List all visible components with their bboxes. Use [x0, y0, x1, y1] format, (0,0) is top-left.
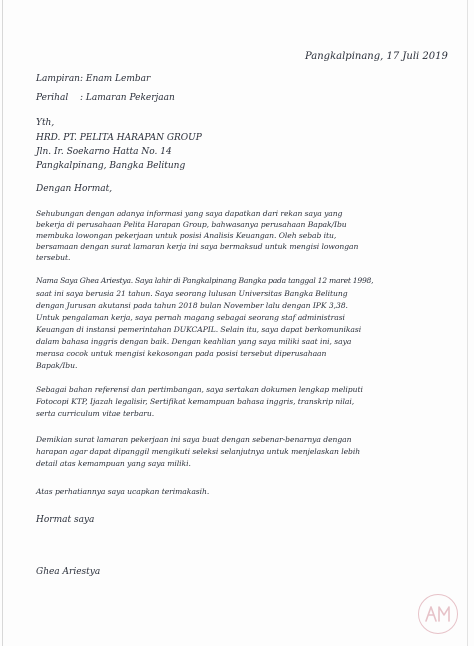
recipient-line: Jln. Ir. Soekarno Hatta No. 14	[36, 147, 172, 157]
closing: Hormat saya	[36, 515, 95, 525]
paragraph2-line: saat ini saya berusia 21 tahun. Saya seorang lulusan Universitas Bangka Belitung	[36, 289, 348, 298]
closing-thanks: Atas perhatiannya saya ucapkan terimakasih.	[36, 487, 210, 496]
paragraph2-line: Nama Saya Ghea Ariestya. Saya lahir di Pangkalpinang Bangka pada tanggal 12 maret 1998,	[36, 276, 374, 285]
paragraph1-line: bersamaan dengan surat lamaran kerja ini saya bermaksud untuk mengisi lowongan	[36, 242, 359, 251]
paragraph1-line: membuka lowongan pekerjaan untuk posisi Analisis Keuangan. Oleh sebab itu,	[36, 231, 337, 240]
place-date: Pangkalpinang, 17 Juli 2019	[305, 51, 448, 62]
perihal-label: Perihal	[36, 93, 69, 103]
paragraph1-line: bekerja di perusahaan Pelita Harapan Group, bahwasanya perusahaan Bapak/Ibu	[36, 220, 347, 229]
greeting: Dengan Hormat,	[36, 184, 113, 194]
paragraph2-line: Bapak/Ibu.	[36, 361, 78, 370]
paragraph3-line: Sebagai bahan referensi dan pertimbangan, saya sertakan dokumen lengkap meliputi	[36, 385, 363, 394]
lampiran-label: Lampiran	[36, 74, 80, 84]
paper-edge-left	[2, 0, 3, 646]
paragraph4-line: Demikian surat lamaran pekerjaan ini saya buat dengan sebenar-benarnya dengan	[36, 435, 352, 444]
recipient-line: Pangkalpinang, Bangka Belitung	[36, 161, 186, 171]
am-logo-icon	[418, 594, 458, 634]
am-logo-glyph	[424, 605, 452, 623]
perihal-value: : Lamaran Pekerjaan	[80, 93, 175, 103]
recipient-line: Yth,	[36, 118, 55, 128]
paper-edge-right	[467, 0, 468, 646]
paragraph4-line: harapan agar dapat dipanggil mengikuti seleksi selanjutnya untuk menjelaskan lebih	[36, 447, 361, 456]
paragraph2-line: Keuangan di instansi pemerintahan DUKCAPIL. Selain itu, saya dapat berkomunikasi	[36, 325, 362, 334]
paragraph3-line: Fotocopi KTP, Ijazah legalisir, Sertifikat kemampuan bahasa inggris, transkrip nilai,	[36, 397, 355, 406]
recipient-line: HRD. PT. PELITA HARAPAN GROUP	[36, 133, 202, 143]
paragraph2-line: dengan Jurusan akutansi pada tahun 2018 bulan November lalu dengan IPK 3,38.	[36, 301, 348, 310]
paragraph1-line: Sehubungan dengan adanya informasi yang saya dapatkan dari rekan saya yang	[36, 209, 343, 218]
paragraph2-line: merasa cocok untuk mengisi kekosongan pada posisi tersebut diperusahaan	[36, 349, 327, 358]
lampiran-value: : Enam Lembar	[80, 74, 151, 84]
paragraph1-line: tersebut.	[36, 253, 71, 262]
signature-name: Ghea Ariestya	[36, 567, 101, 577]
paragraph2-line: dalam bahasa inggris dengan baik. Dengan keahlian yang saya miliki saat ini, saya	[36, 337, 352, 346]
paragraph2-line: Untuk pengalaman kerja, saya pernah magang sebagai seorang staf administrasi	[36, 313, 345, 322]
paragraph3-line: serta curriculum vitae terbaru.	[36, 409, 155, 418]
paragraph4-line: detail atas kemampuan yang saya miliki.	[36, 459, 191, 468]
